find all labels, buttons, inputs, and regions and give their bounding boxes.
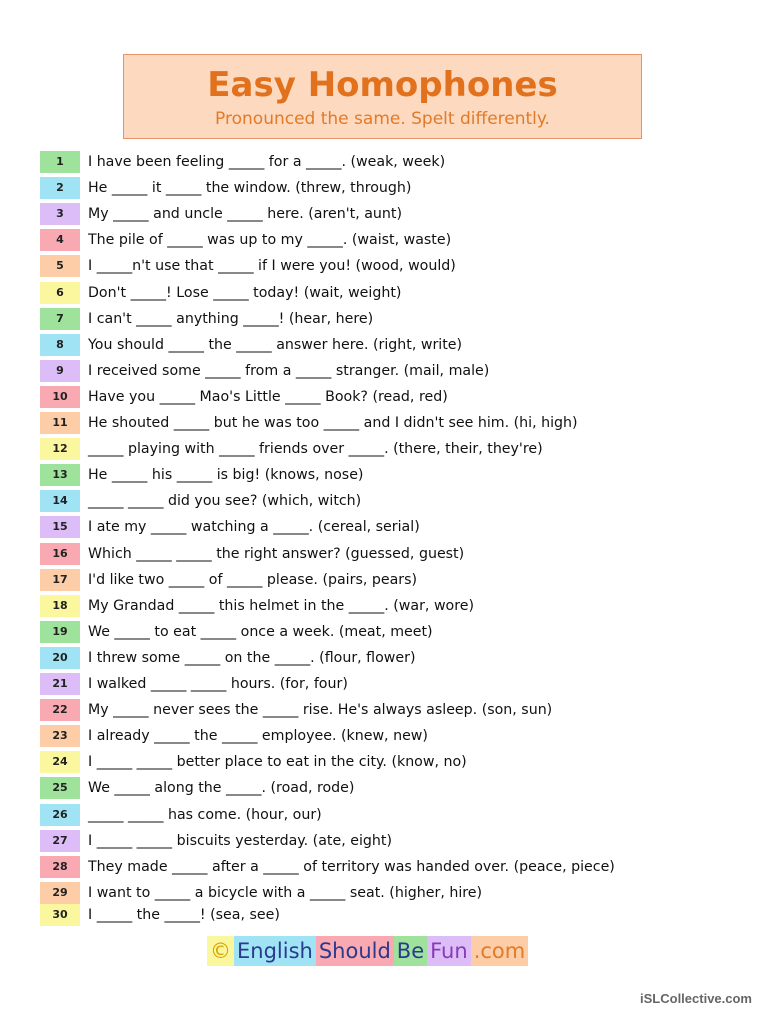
exercise-row	[40, 569, 740, 591]
question-number-badge: 28	[40, 856, 80, 878]
question-sentence: I ate my _____ watching a _____. (cereal, serial)	[88, 519, 420, 535]
exercise-row	[40, 177, 740, 199]
question-number-badge: 17	[40, 569, 80, 591]
footer-brand-part: English	[234, 936, 316, 966]
question-sentence: I want to _____ a bicycle with a _____ seat. (higher, hire)	[88, 885, 483, 901]
question-sentence: I already _____ the _____ employee. (knew, new)	[88, 728, 428, 744]
question-sentence: They made _____ after a _____ of territory was handed over. (peace, piece)	[88, 859, 615, 875]
exercise-row	[40, 699, 740, 721]
exercise-row	[40, 725, 740, 747]
exercise-row	[40, 334, 740, 356]
exercise-row	[40, 438, 740, 460]
question-number-badge: 29	[40, 882, 80, 904]
exercise-row	[40, 856, 740, 878]
exercise-row	[40, 464, 740, 486]
question-number-badge: 4	[40, 229, 80, 251]
question-number-badge: 13	[40, 464, 80, 486]
question-number-badge: 1	[40, 151, 80, 173]
question-sentence: I threw some _____ on the _____. (flour, flower)	[88, 650, 416, 666]
question-sentence: He shouted _____ but he was too _____ and I didn't see him. (hi, high)	[88, 415, 578, 431]
copyright-symbol: ©	[207, 936, 234, 966]
exercise-row	[40, 543, 740, 565]
exercise-row	[40, 751, 740, 773]
question-sentence: We _____ along the _____. (road, rode)	[88, 780, 355, 796]
question-number-badge: 22	[40, 699, 80, 721]
question-number-badge: 16	[40, 543, 80, 565]
exercise-row	[40, 360, 740, 382]
question-sentence: My _____ never sees the _____ rise. He's always asleep. (son, sun)	[88, 702, 553, 718]
question-number-badge: 8	[40, 334, 80, 356]
exercise-row	[40, 647, 740, 669]
question-sentence: We _____ to eat _____ once a week. (meat, meet)	[88, 624, 433, 640]
question-sentence: I _____ the _____! (sea, see)	[88, 907, 280, 923]
question-sentence: He _____ his _____ is big! (knows, nose)	[88, 467, 364, 483]
question-sentence: My Grandad _____ this helmet in the _____. (war, wore)	[88, 598, 475, 614]
question-number-badge: 30	[40, 904, 80, 926]
question-sentence: He _____ it _____ the window. (threw, through)	[88, 180, 412, 196]
exercise-row	[40, 386, 740, 408]
question-number-badge: 9	[40, 360, 80, 382]
question-number-badge: 3	[40, 203, 80, 225]
exercise-row	[40, 229, 740, 251]
exercise-row	[40, 830, 740, 852]
question-sentence: My _____ and uncle _____ here. (aren't, aunt)	[88, 206, 402, 222]
exercise-row	[40, 777, 740, 799]
question-number-badge: 27	[40, 830, 80, 852]
footer-brand-part: .com	[471, 936, 529, 966]
page-title: Easy Homophones	[207, 65, 558, 105]
exercise-row	[40, 282, 740, 304]
question-number-badge: 14	[40, 490, 80, 512]
page-subtitle: Pronounced the same. Spelt differently.	[215, 109, 550, 129]
exercise-row	[40, 308, 740, 330]
question-sentence: I _____n't use that _____ if I were you! (wood, would)	[88, 258, 456, 274]
question-sentence: I _____ _____ biscuits yesterday. (ate, eight)	[88, 833, 392, 849]
question-sentence: Have you _____ Mao's Little _____ Book? (read, red)	[88, 389, 448, 405]
question-number-badge: 10	[40, 386, 80, 408]
question-sentence: I walked _____ _____ hours. (for, four)	[88, 676, 348, 692]
question-number-badge: 12	[40, 438, 80, 460]
exercise-row	[40, 203, 740, 225]
question-number-badge: 23	[40, 725, 80, 747]
question-sentence: _____ playing with _____ friends over _____. (there, their, they're)	[88, 441, 543, 457]
exercise-row	[40, 882, 740, 904]
question-number-badge: 19	[40, 621, 80, 643]
question-number-badge: 18	[40, 595, 80, 617]
title-box	[123, 54, 642, 139]
footer-brand-part: Fun	[427, 936, 471, 966]
watermark: iSLCollective.com	[640, 991, 752, 1006]
exercise-row	[40, 490, 740, 512]
question-number-badge: 15	[40, 516, 80, 538]
question-number-badge: 2	[40, 177, 80, 199]
question-number-badge: 7	[40, 308, 80, 330]
question-number-badge: 21	[40, 673, 80, 695]
question-sentence: _____ _____ did you see? (which, witch)	[88, 493, 362, 509]
question-sentence: The pile of _____ was up to my _____. (waist, waste)	[88, 232, 452, 248]
question-number-badge: 24	[40, 751, 80, 773]
exercise-row	[40, 621, 740, 643]
question-sentence: I _____ _____ better place to eat in the city. (know, no)	[88, 754, 467, 770]
question-sentence: _____ _____ has come. (hour, our)	[88, 807, 322, 823]
exercise-row	[40, 804, 740, 826]
question-sentence: I can't _____ anything _____! (hear, here)	[88, 311, 374, 327]
question-sentence: I received some _____ from a _____ stranger. (mail, male)	[88, 363, 490, 379]
question-number-badge: 11	[40, 412, 80, 434]
question-sentence: You should _____ the _____ answer here. (right, write)	[88, 337, 463, 353]
question-number-badge: 25	[40, 777, 80, 799]
exercise-row	[40, 516, 740, 538]
question-sentence: Which _____ _____ the right answer? (guessed, guest)	[88, 546, 465, 562]
exercise-row	[40, 595, 740, 617]
exercise-row	[40, 255, 740, 277]
exercise-row	[40, 412, 740, 434]
question-sentence: I'd like two _____ of _____ please. (pairs, pears)	[88, 572, 418, 588]
footer-brand-part: Be	[394, 936, 427, 966]
footer-brand	[207, 936, 528, 966]
question-sentence: Don't _____! Lose _____ today! (wait, weight)	[88, 285, 402, 301]
exercise-row	[40, 673, 740, 695]
question-number-badge: 26	[40, 804, 80, 826]
exercise-row	[40, 904, 740, 926]
question-number-badge: 6	[40, 282, 80, 304]
question-number-badge: 20	[40, 647, 80, 669]
question-number-badge: 5	[40, 255, 80, 277]
question-sentence: I have been feeling _____ for a _____. (weak, week)	[88, 154, 446, 170]
exercise-row	[40, 151, 740, 173]
footer-brand-part: Should	[316, 936, 394, 966]
